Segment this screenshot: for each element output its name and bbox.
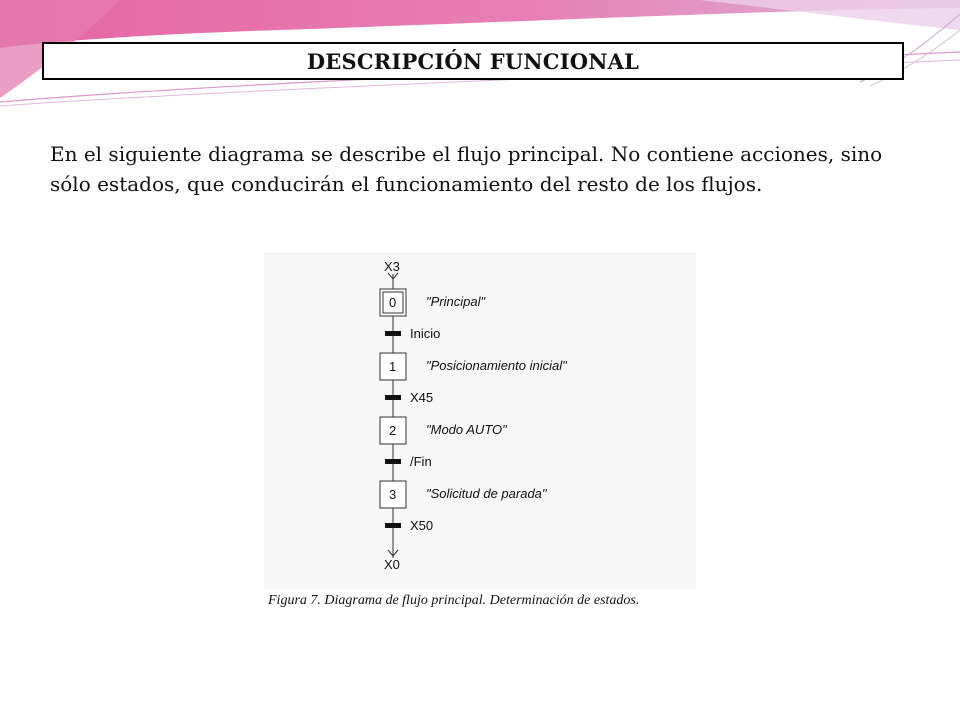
transition-2-bar	[385, 395, 401, 400]
paragraph-line-1: En el siguiente diagrama se describe el flujo principal. No contiene acciones, sino	[50, 142, 883, 166]
entry-link-label: X3	[384, 259, 400, 274]
step-3-number: 3	[389, 487, 397, 502]
transition-3-bar	[385, 459, 401, 464]
step-1-number: 1	[389, 359, 397, 374]
exit-link-label: X0	[384, 557, 400, 572]
step-2-number: 2	[389, 423, 397, 438]
transition-1-bar	[385, 331, 401, 336]
transition-2-label: X45	[410, 390, 434, 405]
body-paragraph	[50, 139, 910, 199]
grafcet-svg	[264, 252, 696, 590]
step-0-action: "Principal"	[426, 294, 486, 309]
grafcet-diagram	[264, 252, 696, 590]
step-2-action: "Modo AUTO"	[426, 422, 507, 437]
figure-caption: Figura 7. Diagrama de flujo principal. Determinación de estados.	[268, 593, 640, 608]
step-3-action: "Solicitud de parada"	[426, 486, 547, 501]
transition-4-label: X50	[410, 518, 434, 533]
slide-title: DESCRIPCIÓN FUNCIONAL	[306, 48, 640, 74]
transition-1-label: Inicio	[410, 326, 441, 341]
transition-4-bar	[385, 523, 401, 528]
title-box	[42, 42, 904, 80]
step-0-number: 0	[389, 295, 397, 310]
paragraph-line-2: sólo estados, que conducirán el funcionamiento del resto de los flujos.	[50, 172, 763, 196]
transition-3-label: /Fin	[410, 454, 432, 469]
step-1-action: "Posicionamiento inicial"	[426, 358, 567, 373]
